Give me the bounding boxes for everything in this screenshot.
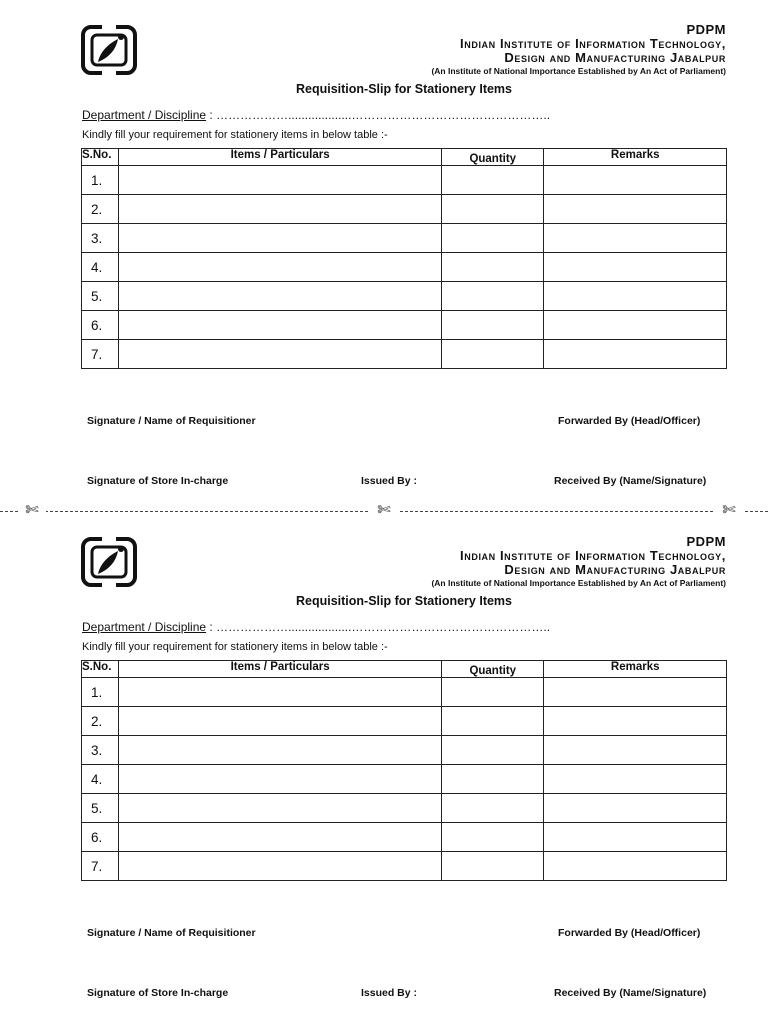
institute-name-line1: Indian Institute of Information Technology, xyxy=(460,548,726,563)
item-cell[interactable] xyxy=(119,736,442,765)
institute-name-line2: Design and Manufacturing Jabalpur xyxy=(504,562,726,577)
quantity-cell[interactable] xyxy=(442,282,544,311)
item-cell[interactable] xyxy=(119,823,442,852)
item-cell[interactable] xyxy=(119,166,442,195)
institute-subtitle: (An Institute of National Importance Established by An Act of Parliament) xyxy=(431,66,726,76)
row-number: 1. xyxy=(82,166,119,195)
table-row xyxy=(82,794,727,823)
signature-store-label: Signature of Store In-charge xyxy=(87,987,229,999)
row-number: 2. xyxy=(82,195,119,224)
form-title: Requisition-Slip for Stationery Items xyxy=(296,82,512,96)
forwarded-by-label: Forwarded By (Head/Officer) xyxy=(558,927,701,939)
row-number: 7. xyxy=(82,852,119,881)
requisition-slip-top xyxy=(0,0,768,500)
table-row xyxy=(82,340,727,369)
requisition-slip-bottom xyxy=(0,512,768,1012)
department-blank[interactable]: : ………………...................………………………………………….. xyxy=(209,620,551,634)
header-sno: S.No. xyxy=(82,149,119,166)
row-number: 3. xyxy=(82,736,119,765)
table-row xyxy=(82,765,727,794)
table-row xyxy=(82,736,727,765)
remarks-cell[interactable] xyxy=(544,311,727,340)
form-title: Requisition-Slip for Stationery Items xyxy=(296,594,512,608)
header-items: Items / Particulars xyxy=(119,661,442,678)
quantity-cell[interactable] xyxy=(442,311,544,340)
table-row xyxy=(82,224,727,253)
item-cell[interactable] xyxy=(119,195,442,224)
item-cell[interactable] xyxy=(119,311,442,340)
row-number: 1. xyxy=(82,678,119,707)
row-number: 2. xyxy=(82,707,119,736)
item-cell[interactable] xyxy=(119,765,442,794)
department-field[interactable] xyxy=(82,620,550,634)
remarks-cell[interactable] xyxy=(544,340,727,369)
scissors-icon: ✄ xyxy=(715,503,743,521)
item-cell[interactable] xyxy=(119,282,442,311)
received-by-label: Received By (Name/Signature) xyxy=(554,475,707,487)
row-number: 7. xyxy=(82,340,119,369)
items-table xyxy=(81,148,727,369)
item-cell[interactable] xyxy=(119,707,442,736)
item-cell[interactable] xyxy=(119,794,442,823)
row-number: 5. xyxy=(82,282,119,311)
org-short-name: PDPM xyxy=(686,534,726,549)
remarks-cell[interactable] xyxy=(544,852,727,881)
quantity-cell[interactable] xyxy=(442,340,544,369)
header-items: Items / Particulars xyxy=(119,149,442,166)
quantity-cell[interactable] xyxy=(442,794,544,823)
table-header-row xyxy=(82,149,727,166)
quantity-cell[interactable] xyxy=(442,195,544,224)
table-row xyxy=(82,852,727,881)
remarks-cell[interactable] xyxy=(544,823,727,852)
item-cell[interactable] xyxy=(119,224,442,253)
header-sno: S.No. xyxy=(82,661,119,678)
signature-requisitioner-label: Signature / Name of Requisitioner xyxy=(87,927,256,939)
table-row xyxy=(82,678,727,707)
table-header-row xyxy=(82,661,727,678)
remarks-cell[interactable] xyxy=(544,253,727,282)
row-number: 3. xyxy=(82,224,119,253)
row-number: 5. xyxy=(82,794,119,823)
instruction-text: Kindly fill your requirement for stationery items in below table :- xyxy=(82,641,388,653)
header-remarks: Remarks xyxy=(544,661,727,678)
remarks-cell[interactable] xyxy=(544,707,727,736)
table-row xyxy=(82,282,727,311)
remarks-cell[interactable] xyxy=(544,282,727,311)
table-row xyxy=(82,253,727,282)
remarks-cell[interactable] xyxy=(544,166,727,195)
institute-name-line2: Design and Manufacturing Jabalpur xyxy=(504,50,726,65)
table-row xyxy=(82,823,727,852)
department-label: Department / Discipline xyxy=(82,620,207,634)
item-cell[interactable] xyxy=(119,678,442,707)
remarks-cell[interactable] xyxy=(544,678,727,707)
quantity-cell[interactable] xyxy=(442,224,544,253)
forwarded-by-label: Forwarded By (Head/Officer) xyxy=(558,415,701,427)
item-cell[interactable] xyxy=(119,852,442,881)
instruction-text: Kindly fill your requirement for stationery items in below table :- xyxy=(82,129,388,141)
table-row xyxy=(82,195,727,224)
remarks-cell[interactable] xyxy=(544,736,727,765)
item-cell[interactable] xyxy=(119,253,442,282)
row-number: 6. xyxy=(82,823,119,852)
department-blank[interactable]: : ………………...................………………………………………….. xyxy=(209,108,551,122)
issued-by-label: Issued By : xyxy=(361,475,418,487)
quantity-cell[interactable] xyxy=(442,253,544,282)
header-quantity: Quantity xyxy=(442,149,544,166)
table-row xyxy=(82,166,727,195)
scissors-icon: ✄ xyxy=(370,503,398,521)
institute-name-line1: Indian Institute of Information Technology, xyxy=(460,36,726,51)
row-number: 4. xyxy=(82,765,119,794)
quantity-cell[interactable] xyxy=(442,852,544,881)
table-row xyxy=(82,707,727,736)
org-short-name: PDPM xyxy=(686,22,726,37)
department-label: Department / Discipline xyxy=(82,108,207,122)
institute-logo xyxy=(80,536,138,588)
department-field[interactable] xyxy=(82,108,550,122)
received-by-label: Received By (Name/Signature) xyxy=(554,987,707,999)
institute-logo xyxy=(80,24,138,76)
items-table xyxy=(81,660,727,881)
table-row xyxy=(82,311,727,340)
quantity-cell[interactable] xyxy=(442,736,544,765)
item-cell[interactable] xyxy=(119,340,442,369)
signature-store-label: Signature of Store In-charge xyxy=(87,475,229,487)
quantity-cell[interactable] xyxy=(442,823,544,852)
header-remarks: Remarks xyxy=(544,149,727,166)
remarks-cell[interactable] xyxy=(544,765,727,794)
quantity-cell[interactable] xyxy=(442,707,544,736)
signature-requisitioner-label: Signature / Name of Requisitioner xyxy=(87,415,256,427)
remarks-cell[interactable] xyxy=(544,195,727,224)
row-number: 6. xyxy=(82,311,119,340)
quantity-cell[interactable] xyxy=(442,166,544,195)
header-quantity: Quantity xyxy=(442,661,544,678)
issued-by-label: Issued By : xyxy=(361,987,418,999)
quantity-cell[interactable] xyxy=(442,678,544,707)
scissors-icon: ✄ xyxy=(18,503,46,521)
quantity-cell[interactable] xyxy=(442,765,544,794)
institute-header xyxy=(431,534,726,589)
institute-subtitle: (An Institute of National Importance Established by An Act of Parliament) xyxy=(431,578,726,588)
remarks-cell[interactable] xyxy=(544,224,727,253)
row-number: 4. xyxy=(82,253,119,282)
remarks-cell[interactable] xyxy=(544,794,727,823)
institute-header xyxy=(431,22,726,77)
